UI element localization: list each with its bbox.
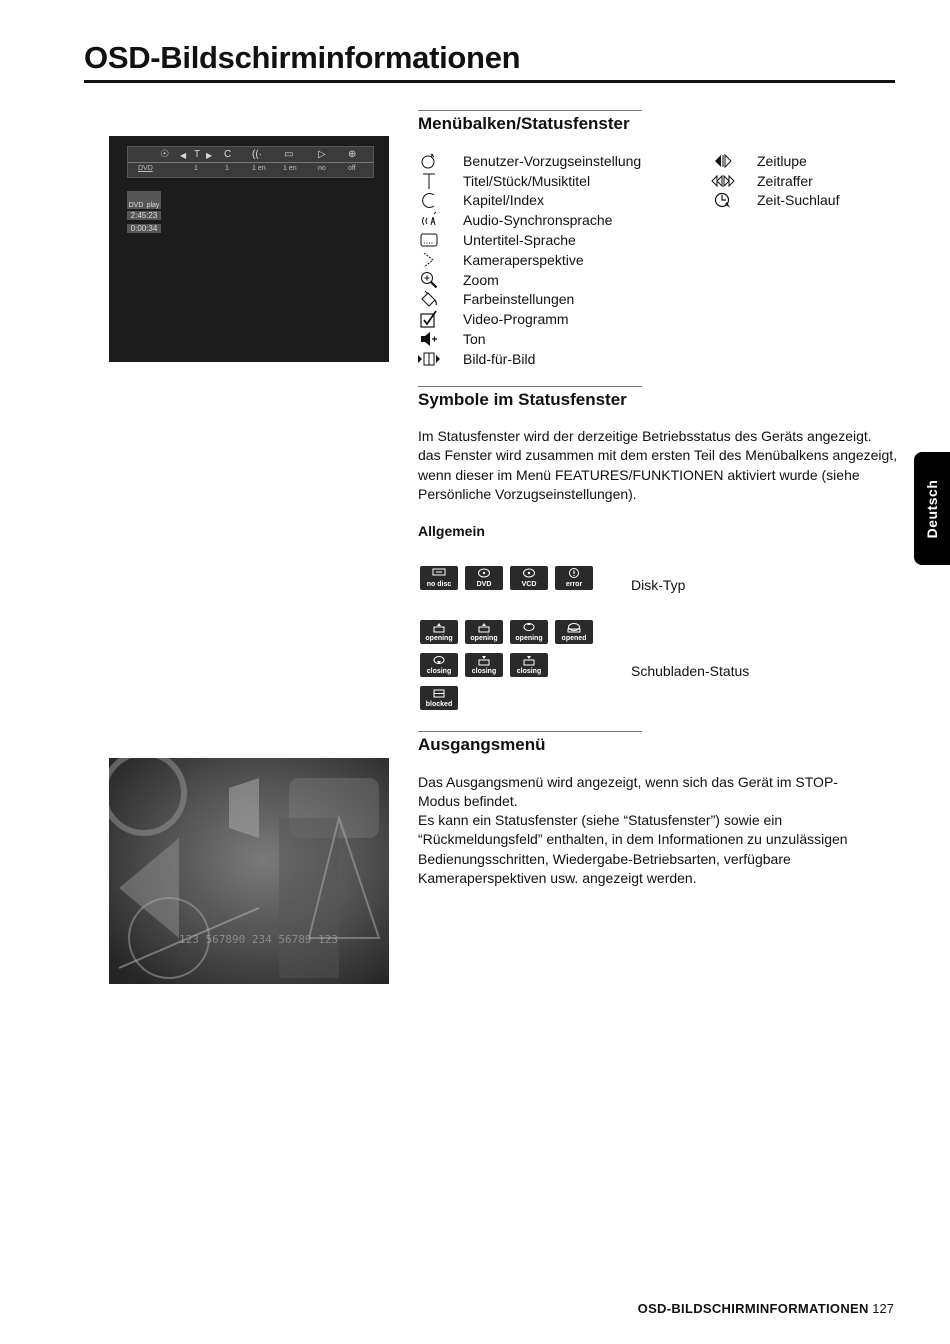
chapter-icon <box>418 191 440 209</box>
list-item-label: Audio-Synchronsprache <box>463 212 613 229</box>
tray-opening-icon: opening <box>420 620 458 644</box>
list-item-label: Zeitlupe <box>757 152 807 169</box>
page-title: OSD-Bildschirminformationen <box>84 40 521 75</box>
menubar-title: 1 <box>194 165 198 172</box>
tray-opening-icon: opening <box>510 620 548 644</box>
title-rule <box>84 80 895 83</box>
no-disc-icon: no disc <box>420 566 458 590</box>
osd-menubar <box>127 146 374 178</box>
status-paragraph: Im Statusfenster wird der derzeitige Betriebsstatus des Geräts angezeigt. das Fenster wird zusammen mit dem ersten Teil des Menübalkens angezeigt, wenn dieser im Menü FEATURES/FUNKTIONEN aktiviert wurde (siehe Persönliche Vorzugseinstellungen). <box>418 428 898 503</box>
list-item <box>418 329 641 349</box>
list-item-label: Zoom <box>463 271 499 288</box>
error-disc-icon: error <box>555 566 593 590</box>
list-item <box>712 171 839 191</box>
list-item-label: Titel/Stück/Musiktitel <box>463 172 591 189</box>
picture-by-picture-icon <box>418 350 440 368</box>
title-icon: T <box>194 149 201 160</box>
list-item <box>418 250 641 270</box>
list-item <box>418 171 641 191</box>
vcd-disc-icon: VCD <box>510 566 548 590</box>
menubar-audio: 1 en <box>252 165 266 172</box>
osd-screen-illustration <box>109 136 389 362</box>
exit-menu-illustration <box>109 758 389 984</box>
exit-paragraph-2: Es kann ein Statusfenster (siehe “Statusfenster”) sowie ein “Rückmeldungsfeld” enthalten, in dem Informationen zu unzulässigen Bedienungsschritten, Wiedergabe-Betriebsarten, verfügbare Kameraperspektiven usw. angezeigt werden. <box>418 812 848 887</box>
list-item-label: Zeitraffer <box>757 172 813 189</box>
general-subheading: Allgemein <box>418 523 485 539</box>
menubar-divider <box>128 162 373 163</box>
list-item <box>418 270 641 290</box>
list-item <box>712 191 839 211</box>
menubar-subtitle: 1 en <box>283 165 297 172</box>
menubar-disc: DVD <box>138 165 153 172</box>
video-program-icon <box>418 310 440 328</box>
tray-status-label: Schubladen-Status <box>631 663 750 679</box>
menu-section-rule <box>418 110 642 111</box>
dvd-disc-icon: DVD <box>465 566 503 590</box>
list-item <box>418 230 641 250</box>
menu-section-heading: Menübalken/Statusfenster <box>418 114 630 133</box>
list-item-label: Untertitel-Sprache <box>463 232 576 249</box>
list-item-label: Kameraperspektive <box>463 251 584 268</box>
exit-menu-artwork <box>109 758 389 984</box>
camera-angle-icon <box>418 251 440 269</box>
footer-title: OSD-BILDSCHIRMINFORMATIONEN <box>637 1301 869 1316</box>
camera-angle-icon: ▷ <box>318 149 326 160</box>
zoom-icon: ⊕ <box>348 149 357 160</box>
audio-language-icon: ((· <box>252 149 262 160</box>
language-side-tab-label: Deutsch <box>924 479 940 538</box>
time-search-icon <box>712 191 734 209</box>
title-icon <box>418 172 440 190</box>
page-footer <box>638 1301 894 1316</box>
list-item-label: Ton <box>463 331 486 348</box>
status-disc-label: DVD <box>128 202 144 209</box>
tray-closing-icon: closing <box>465 653 503 677</box>
status-elapsed-time: 0:00:34 <box>127 224 161 233</box>
list-item-label: Bild-für-Bild <box>463 350 536 367</box>
user-preference-icon: ☉ <box>160 149 169 160</box>
tray-blocked-icon: blocked <box>420 686 458 710</box>
slow-motion-icon <box>712 152 734 170</box>
exit-image-numbers: 123 567890 234 56789 123 <box>179 933 338 946</box>
status-section-heading: Symbole im Statusfenster <box>418 390 627 409</box>
page-number: 127 <box>872 1301 894 1316</box>
list-item <box>418 151 641 171</box>
sound-icon <box>418 330 440 348</box>
arrow-left-icon: ◀ <box>180 151 187 160</box>
list-item-label: Video-Programm <box>463 311 569 328</box>
zoom-icon <box>418 271 440 289</box>
list-item <box>418 210 641 230</box>
tray-opened-icon: opened <box>555 620 593 644</box>
subtitle-icon: ▭ <box>284 149 294 160</box>
audio-language-icon <box>418 211 440 229</box>
user-preference-icon <box>418 152 440 170</box>
list-item <box>712 151 839 171</box>
exit-section-heading: Ausgangsmenü <box>418 735 546 754</box>
list-item <box>418 349 641 369</box>
subtitle-icon <box>418 231 440 249</box>
tray-closing-icon: closing <box>420 653 458 677</box>
menubar-chapter: 1 <box>225 165 229 172</box>
list-item <box>418 191 641 211</box>
status-total-time: 2:45:23 <box>127 211 161 220</box>
disk-type-label: Disk-Typ <box>631 577 686 593</box>
osd-status-window <box>127 191 161 235</box>
status-section-rule <box>418 386 642 387</box>
tray-closing-icon: closing <box>510 653 548 677</box>
menubar-angle: no <box>318 165 326 172</box>
list-item-label: Kapitel/Index <box>463 192 544 209</box>
exit-paragraph-1: Das Ausgangsmenü wird angezeigt, wenn sich das Gerät im STOP-Modus befindet. <box>418 774 838 810</box>
list-item-label: Benutzer-Vorzugseinstellung <box>463 152 642 169</box>
status-play-label: play <box>146 202 160 209</box>
menubar-zoom: off <box>348 165 356 172</box>
menu-icon-list-right <box>712 151 839 210</box>
list-item-label: Zeit-Suchlauf <box>757 192 840 209</box>
chapter-icon: C <box>224 149 232 160</box>
language-side-tab <box>914 452 950 565</box>
menu-icon-list-left <box>418 151 641 369</box>
list-item-label: Farbeinstellungen <box>463 291 575 308</box>
exit-section-rule <box>418 731 642 732</box>
tray-opening-icon: opening <box>465 620 503 644</box>
list-item <box>418 309 641 329</box>
fast-motion-icon <box>712 172 734 190</box>
color-settings-icon <box>418 290 440 308</box>
list-item <box>418 290 641 310</box>
arrow-right-icon: ▶ <box>206 151 213 160</box>
